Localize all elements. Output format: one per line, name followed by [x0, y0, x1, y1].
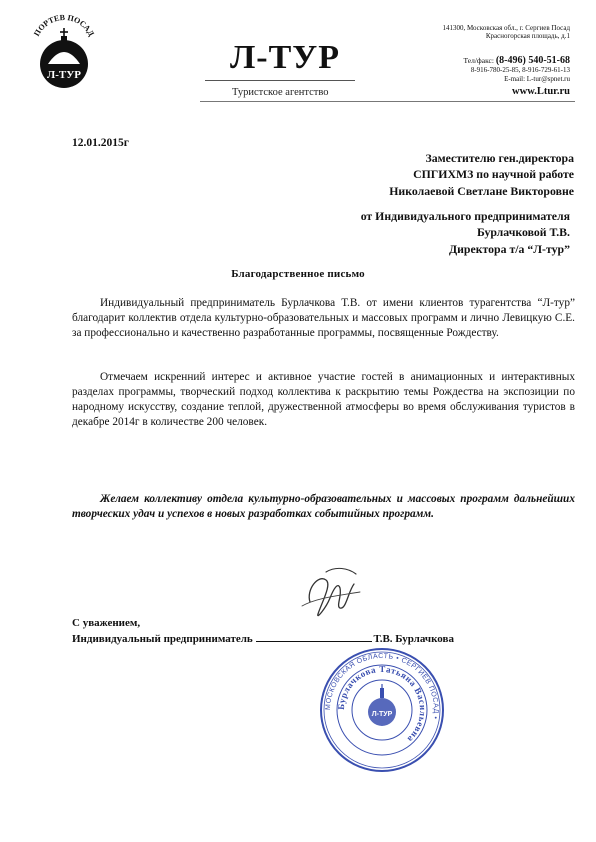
body-paragraph-2 — [72, 370, 575, 430]
emblem-top-text: ПОРТЕВ ПОСАД — [32, 14, 96, 38]
email-line: E-mail: L-tur@spnet.ru — [504, 74, 570, 83]
wishes-paragraph — [72, 492, 575, 522]
phone-prefix: Тел/факс: — [463, 55, 494, 65]
emblem-bottom-text: Л-ТУР — [47, 69, 81, 81]
recipient-line-1: Заместителю ген.директора — [425, 151, 574, 165]
closing-block — [72, 616, 454, 646]
sender-line-1: от Индивидуального предпринимателя — [360, 209, 570, 223]
letter-date: 12.01.2015г — [72, 137, 129, 149]
phone-main: (8-496) 540-51-68 — [495, 54, 570, 66]
brand-name: Л-ТУР — [229, 39, 341, 74]
address-line-1: 141300, Московская обл., г. Сергиев Посад — [442, 24, 570, 32]
sender-block — [361, 208, 570, 257]
signature-underline — [256, 631, 372, 642]
recipient-block — [389, 150, 574, 199]
closing-signature-line — [72, 631, 454, 647]
stamp-inner-text: Бурлачкова Татьяна Васильевна — [335, 663, 429, 745]
mobile-phones: 8-916-780-25-85, 8-916-729-61-13 — [470, 66, 570, 75]
paragraph-1-text: Индивидуальный предприниматель Бурлачкова Т.В. от имени клиентов турагентства “Л-тур” благодарит коллектив отдела культурно-образовательных и массовых программ и лично Левицкую С.Е. за профессионально и качественно разработанные программы, посвященные Рождеству. — [72, 297, 575, 339]
header-divider — [200, 101, 575, 102]
stamp-outer-text: МОСКОВСКАЯ ОБЛАСТЬ • СЕРГИЕВ ПОСАД • — [324, 652, 440, 720]
website-link[interactable]: www.Ltur.ru — [512, 85, 570, 97]
stamp-center-text: Л-ТУР — [371, 711, 393, 718]
official-round-stamp — [318, 646, 446, 774]
closing-name: Т.В. Бурлачкова — [373, 632, 454, 645]
closing-role: Индивидуальный предприниматель — [72, 632, 253, 645]
sender-line-3: Директора т/а “Л-тур” — [449, 241, 570, 256]
paragraph-2-text: Отмечаем искренний интерес и активное участие гостей в анимационных и интерактивных разделах программы, творческий подход коллектива к раскрытию темы Рождества на экспозиции по народному искусству, создание теплой, дружественной атмосферы во время обслуживания туристов в декабре 2014г в количестве 200 человек. — [72, 371, 575, 428]
agency-label: Туристское агентство — [232, 87, 329, 98]
recipient-line-2: СПГИХМЗ по научной работе — [413, 167, 574, 182]
closing-greeting: С уважением, — [72, 617, 141, 629]
sender-line-2: Бурлачковой Т.В. — [476, 225, 570, 240]
paragraph-3-text: Желаем коллективу отдела культурно-образовательных и массовых программ дальнейших творческих удач и успехов в новых разработках событийных программ. — [72, 493, 575, 520]
phone-line — [370, 55, 570, 67]
address-line-2: Красногорская площадь, д.1 — [485, 32, 570, 41]
body-paragraph-1 — [72, 296, 575, 341]
brand-wordmark — [210, 38, 360, 74]
letter-title: Благодарственное письмо — [231, 268, 365, 280]
contact-block — [370, 24, 570, 98]
church-emblem-logo — [28, 14, 100, 96]
handwritten-signature — [296, 562, 366, 624]
brand-underline — [205, 80, 355, 81]
recipient-line-3: Николаевой Светлане Викторовне — [389, 183, 574, 198]
